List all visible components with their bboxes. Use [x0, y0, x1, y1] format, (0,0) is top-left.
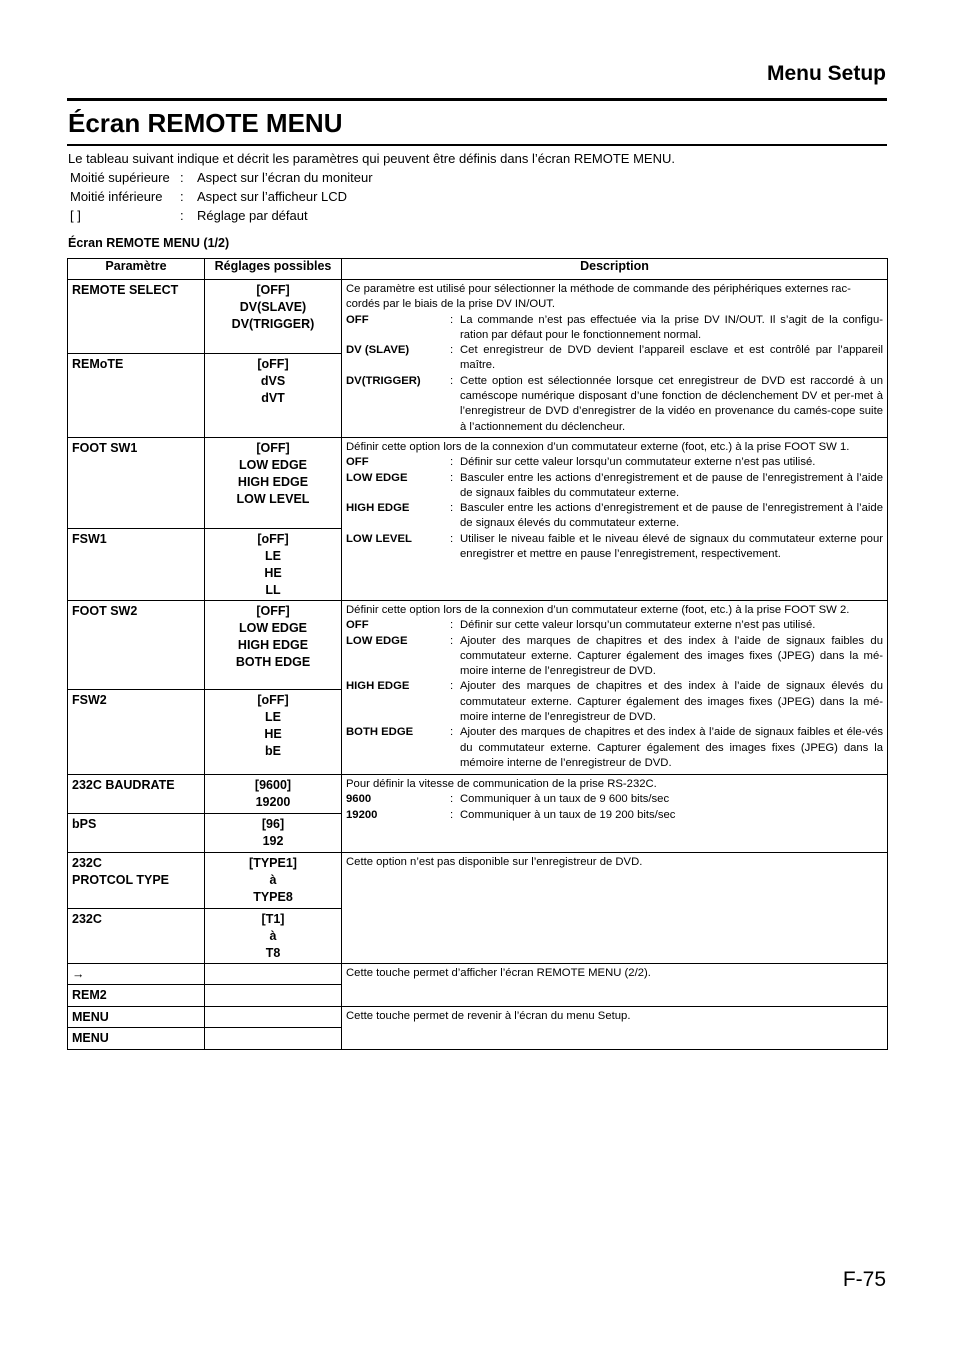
description-intro: Définir cette option lors de la connexion d’un commutateur externe (foot, etc.) à la prise FOOT SW 1.	[346, 441, 850, 453]
option-colon: :	[450, 619, 454, 632]
option-text: Communiquer à un taux de 9 600 bits/sec	[460, 793, 670, 806]
legend-key: Moitié supérieure	[70, 170, 170, 185]
settings-cell-upper	[205, 964, 342, 985]
settings-lower: [96] 192	[261, 817, 285, 848]
settings-upper: [OFF] LOW EDGE HIGH EDGE BOTH EDGE	[235, 604, 311, 669]
legend-sep: :	[180, 189, 184, 204]
intro-text: Le tableau suivant indique et décrit les paramètres qui peuvent être définis dans l’écran REMOTE MENU.	[68, 151, 675, 166]
settings-upper: [OFF] LOW EDGE HIGH EDGE LOW LEVEL	[236, 441, 310, 506]
legend-key: Moitié inférieure	[70, 189, 163, 204]
description-item	[346, 532, 883, 563]
description-item	[346, 471, 883, 502]
option-colon: :	[450, 680, 454, 693]
settings-upper	[205, 1007, 341, 1009]
description-intro: Cette touche permet d’afficher l’écran REMOTE MENU (2/2).	[346, 967, 651, 979]
param-lower: REMoTE	[72, 357, 124, 371]
param-cell-lower	[68, 690, 205, 775]
settings-lower: [oFF] dVS dVT	[257, 357, 289, 405]
param-cell-lower	[68, 354, 205, 438]
param-cell-upper	[68, 280, 205, 354]
description-item	[346, 725, 883, 771]
param-lower: FSW2	[72, 693, 107, 707]
option-colon: :	[450, 471, 454, 484]
description-item	[346, 618, 883, 633]
table-row	[68, 438, 888, 529]
option-key: DV(TRIGGER)	[346, 374, 421, 387]
settings-cell-lower	[205, 814, 342, 853]
option-key: DV (SLAVE)	[346, 344, 410, 357]
description-item	[346, 792, 883, 807]
description-cell	[342, 1007, 888, 1050]
option-colon: :	[450, 313, 454, 326]
settings-cell-upper	[205, 1007, 342, 1028]
description-intro: Ce paramètre est utilisé pour sélectionner la méthode de commande des périphériques externes rac-cordés par le biais de la prise DV IN/OUT.	[346, 283, 851, 311]
param-upper: MENU	[72, 1010, 109, 1024]
description-item	[346, 313, 883, 344]
settings-cell-upper	[205, 280, 342, 354]
param-upper: 232C BAUDRATE	[72, 778, 175, 792]
option-text: La commande n’est pas effectuée via la prise DV IN/OUT. Il s’agit de la configu-ration par défaut pour le fonctionnement normal.	[460, 313, 883, 341]
option-text: Utiliser le niveau faible et le niveau élevé de signaux du commutateur externe pour enregistrer et mettre en pause l’enregistrement, respectivement.	[460, 532, 883, 561]
option-text: Définir sur cette valeur lorsqu’un commutateur externe n’est pas utilisé.	[460, 456, 816, 469]
settings-lower	[205, 985, 341, 987]
option-text: Basculer entre les actions d’enregistrement et de pause de l’enregistrement à l’aide de signaux élevés du commutateur externe.	[460, 502, 883, 530]
settings-upper	[205, 964, 341, 966]
remote-menu-table	[67, 258, 888, 1050]
description	[342, 964, 887, 981]
legend-sep: :	[180, 208, 184, 223]
description-item	[346, 374, 883, 435]
description	[342, 280, 887, 435]
param-cell-lower	[68, 814, 205, 853]
description	[342, 601, 887, 771]
option-colon: :	[450, 456, 454, 469]
legend-value: Aspect sur l’afficheur LCD	[197, 189, 348, 204]
option-key: LOW EDGE	[346, 634, 408, 647]
param-cell-lower	[68, 909, 205, 964]
table-row	[68, 280, 888, 354]
param-lower: REM2	[72, 988, 107, 1002]
param-upper: REMOTE SELECT	[72, 283, 179, 297]
column-header-parameter: Paramètre	[68, 259, 205, 280]
settings-cell-upper	[205, 775, 342, 814]
option-text: Communiquer à un taux de 19 200 bits/sec	[460, 808, 676, 821]
option-key: OFF	[346, 619, 369, 632]
legend-row	[70, 207, 373, 224]
option-colon: :	[450, 726, 454, 739]
description-intro: Cette option n’est pas disponible sur l’enregistreur de DVD.	[346, 856, 643, 868]
settings-lower: [T1] à T8	[261, 912, 285, 960]
option-colon: :	[450, 374, 454, 387]
settings-cell-lower	[205, 1028, 342, 1050]
description	[342, 775, 887, 823]
param-lower: bPS	[72, 817, 97, 831]
table-caption: Écran REMOTE MENU (1/2)	[68, 236, 230, 250]
option-colon: :	[450, 808, 454, 821]
param-cell-upper	[68, 853, 205, 909]
settings-cell-lower	[205, 690, 342, 775]
table-row	[68, 601, 888, 690]
legend-value: Aspect sur l’écran du moniteur	[197, 170, 373, 185]
option-colon: :	[450, 532, 454, 545]
description-item	[346, 455, 883, 470]
description-cell	[342, 438, 888, 601]
description-cell	[342, 280, 888, 438]
option-text: Ajouter des marques de chapitres et des index à l’aide de signaux faibles et éle-vés du commutateur externe. Capturer également des images fixes (JPEG) dans la mémoire interne de l’enregistreur de DVD.	[460, 726, 883, 769]
param-cell-upper	[68, 438, 205, 529]
settings-lower: [oFF] LE HE bE	[257, 693, 289, 758]
settings-cell-lower	[205, 985, 342, 1007]
option-key: OFF	[346, 313, 369, 326]
description-item	[346, 679, 883, 725]
param-upper: 232C PROTCOL TYPE	[72, 856, 170, 887]
description-cell	[342, 775, 888, 853]
column-header-description: Description	[342, 259, 888, 280]
legend-row	[70, 188, 373, 205]
description-intro: Pour définir la vitesse de communication de la prise RS-232C.	[346, 778, 657, 790]
page-number: F-75	[842, 1268, 886, 1291]
option-key: LOW EDGE	[346, 471, 408, 484]
description-cell	[342, 964, 888, 1007]
param-upper: FOOT SW2	[72, 604, 138, 618]
param-cell-upper	[68, 775, 205, 814]
table-row	[68, 964, 888, 985]
settings-cell-upper	[205, 438, 342, 529]
option-text: Cet enregistreur de DVD devient l’appareil esclave et est contrôlé par l’appareil maître.	[460, 344, 883, 372]
option-key: 9600	[346, 793, 372, 806]
option-key: LOW LEVEL	[346, 532, 412, 545]
option-key: HIGH EDGE	[346, 502, 410, 515]
legend-sep: :	[180, 170, 184, 185]
param-cell-lower	[68, 985, 205, 1007]
option-colon: :	[450, 502, 454, 515]
param-cell-upper	[68, 964, 205, 985]
table-row	[68, 853, 888, 909]
option-colon: :	[450, 793, 454, 806]
param-cell-lower	[68, 529, 205, 601]
description-intro: Cette touche permet de revenir à l’écran du menu Setup.	[346, 1010, 631, 1022]
param-lower: 232C	[72, 912, 102, 926]
param-cell-upper	[68, 1007, 205, 1028]
param-lower: MENU	[72, 1031, 109, 1045]
table-row	[68, 775, 888, 814]
option-text: Ajouter des marques de chapitres et des index à l’aide de signaux élevés du commutateur externe. Capturer également des images fixes (JPEG) dans la mé-moire interne de l’enregistreur de DVD.	[460, 680, 883, 724]
title-rule	[67, 144, 887, 146]
option-colon: :	[450, 634, 454, 647]
param-upper: →	[72, 967, 85, 981]
description-item	[346, 634, 883, 680]
description	[342, 853, 887, 870]
section-title: Menu Setup	[767, 62, 886, 85]
description	[342, 438, 887, 562]
table-header-row	[68, 259, 888, 280]
option-colon: :	[450, 344, 454, 357]
option-key: BOTH EDGE	[346, 726, 414, 739]
settings-upper: [OFF] DV(SLAVE) DV(TRIGGER)	[231, 283, 315, 331]
option-text: Définir sur cette valeur lorsqu’un commutateur externe n’est pas utilisé.	[460, 619, 816, 632]
settings-upper: [9600] 19200	[254, 778, 292, 809]
option-key: HIGH EDGE	[346, 680, 410, 693]
settings-cell-lower	[205, 354, 342, 438]
settings-lower	[205, 1028, 341, 1030]
param-cell-lower	[68, 1028, 205, 1050]
settings-cell-upper	[205, 601, 342, 690]
option-text: Cette option est sélectionnée lorsque cet enregistreur de DVD est raccordé à un caméscope numérique disposant d’une fonction de déclenchement DV et per-met à l’enregistreur de DVD d’enregistrer de la vidéo en provenance du camés-cope suite à l’actionnement du déclencheur.	[460, 374, 883, 433]
legend-row	[70, 169, 373, 186]
settings-lower: [oFF] LE HE LL	[257, 532, 289, 597]
settings-cell-lower	[205, 529, 342, 601]
description-item	[346, 343, 883, 374]
legend	[68, 167, 375, 226]
description-cell	[342, 853, 888, 964]
option-key: 19200	[346, 808, 378, 821]
settings-upper: [TYPE1] à TYPE8	[249, 856, 297, 904]
param-upper: FOOT SW1	[72, 441, 138, 455]
option-text: Ajouter des marques de chapitres et des index à l’aide de signaux faibles du commutateur externe. Capturer également des images fixes (JPEG) dans la mé-moire interne de l’enregistreur de DVD.	[460, 634, 883, 678]
description-cell	[342, 601, 888, 775]
param-lower: FSW1	[72, 532, 107, 546]
option-key: OFF	[346, 456, 369, 469]
description-item	[346, 808, 883, 823]
option-text: Basculer entre les actions d’enregistrement et de pause de l’enregistrement à l’aide de signaux faibles du commutateur externe.	[460, 471, 883, 499]
param-cell-upper	[68, 601, 205, 690]
description	[342, 1007, 887, 1024]
settings-cell-lower	[205, 909, 342, 964]
column-header-settings: Réglages possibles	[205, 259, 342, 280]
page-title: Écran REMOTE MENU	[68, 108, 343, 138]
legend-key: [ ]	[70, 208, 81, 223]
settings-cell-upper	[205, 853, 342, 909]
header-rule	[67, 98, 887, 101]
description-item	[346, 501, 883, 532]
legend-value: Réglage par défaut	[197, 208, 308, 223]
table-row	[68, 1007, 888, 1028]
description-intro: Définir cette option lors de la connexion d’un commutateur externe (foot, etc.) à la prise FOOT SW 2.	[346, 604, 850, 616]
